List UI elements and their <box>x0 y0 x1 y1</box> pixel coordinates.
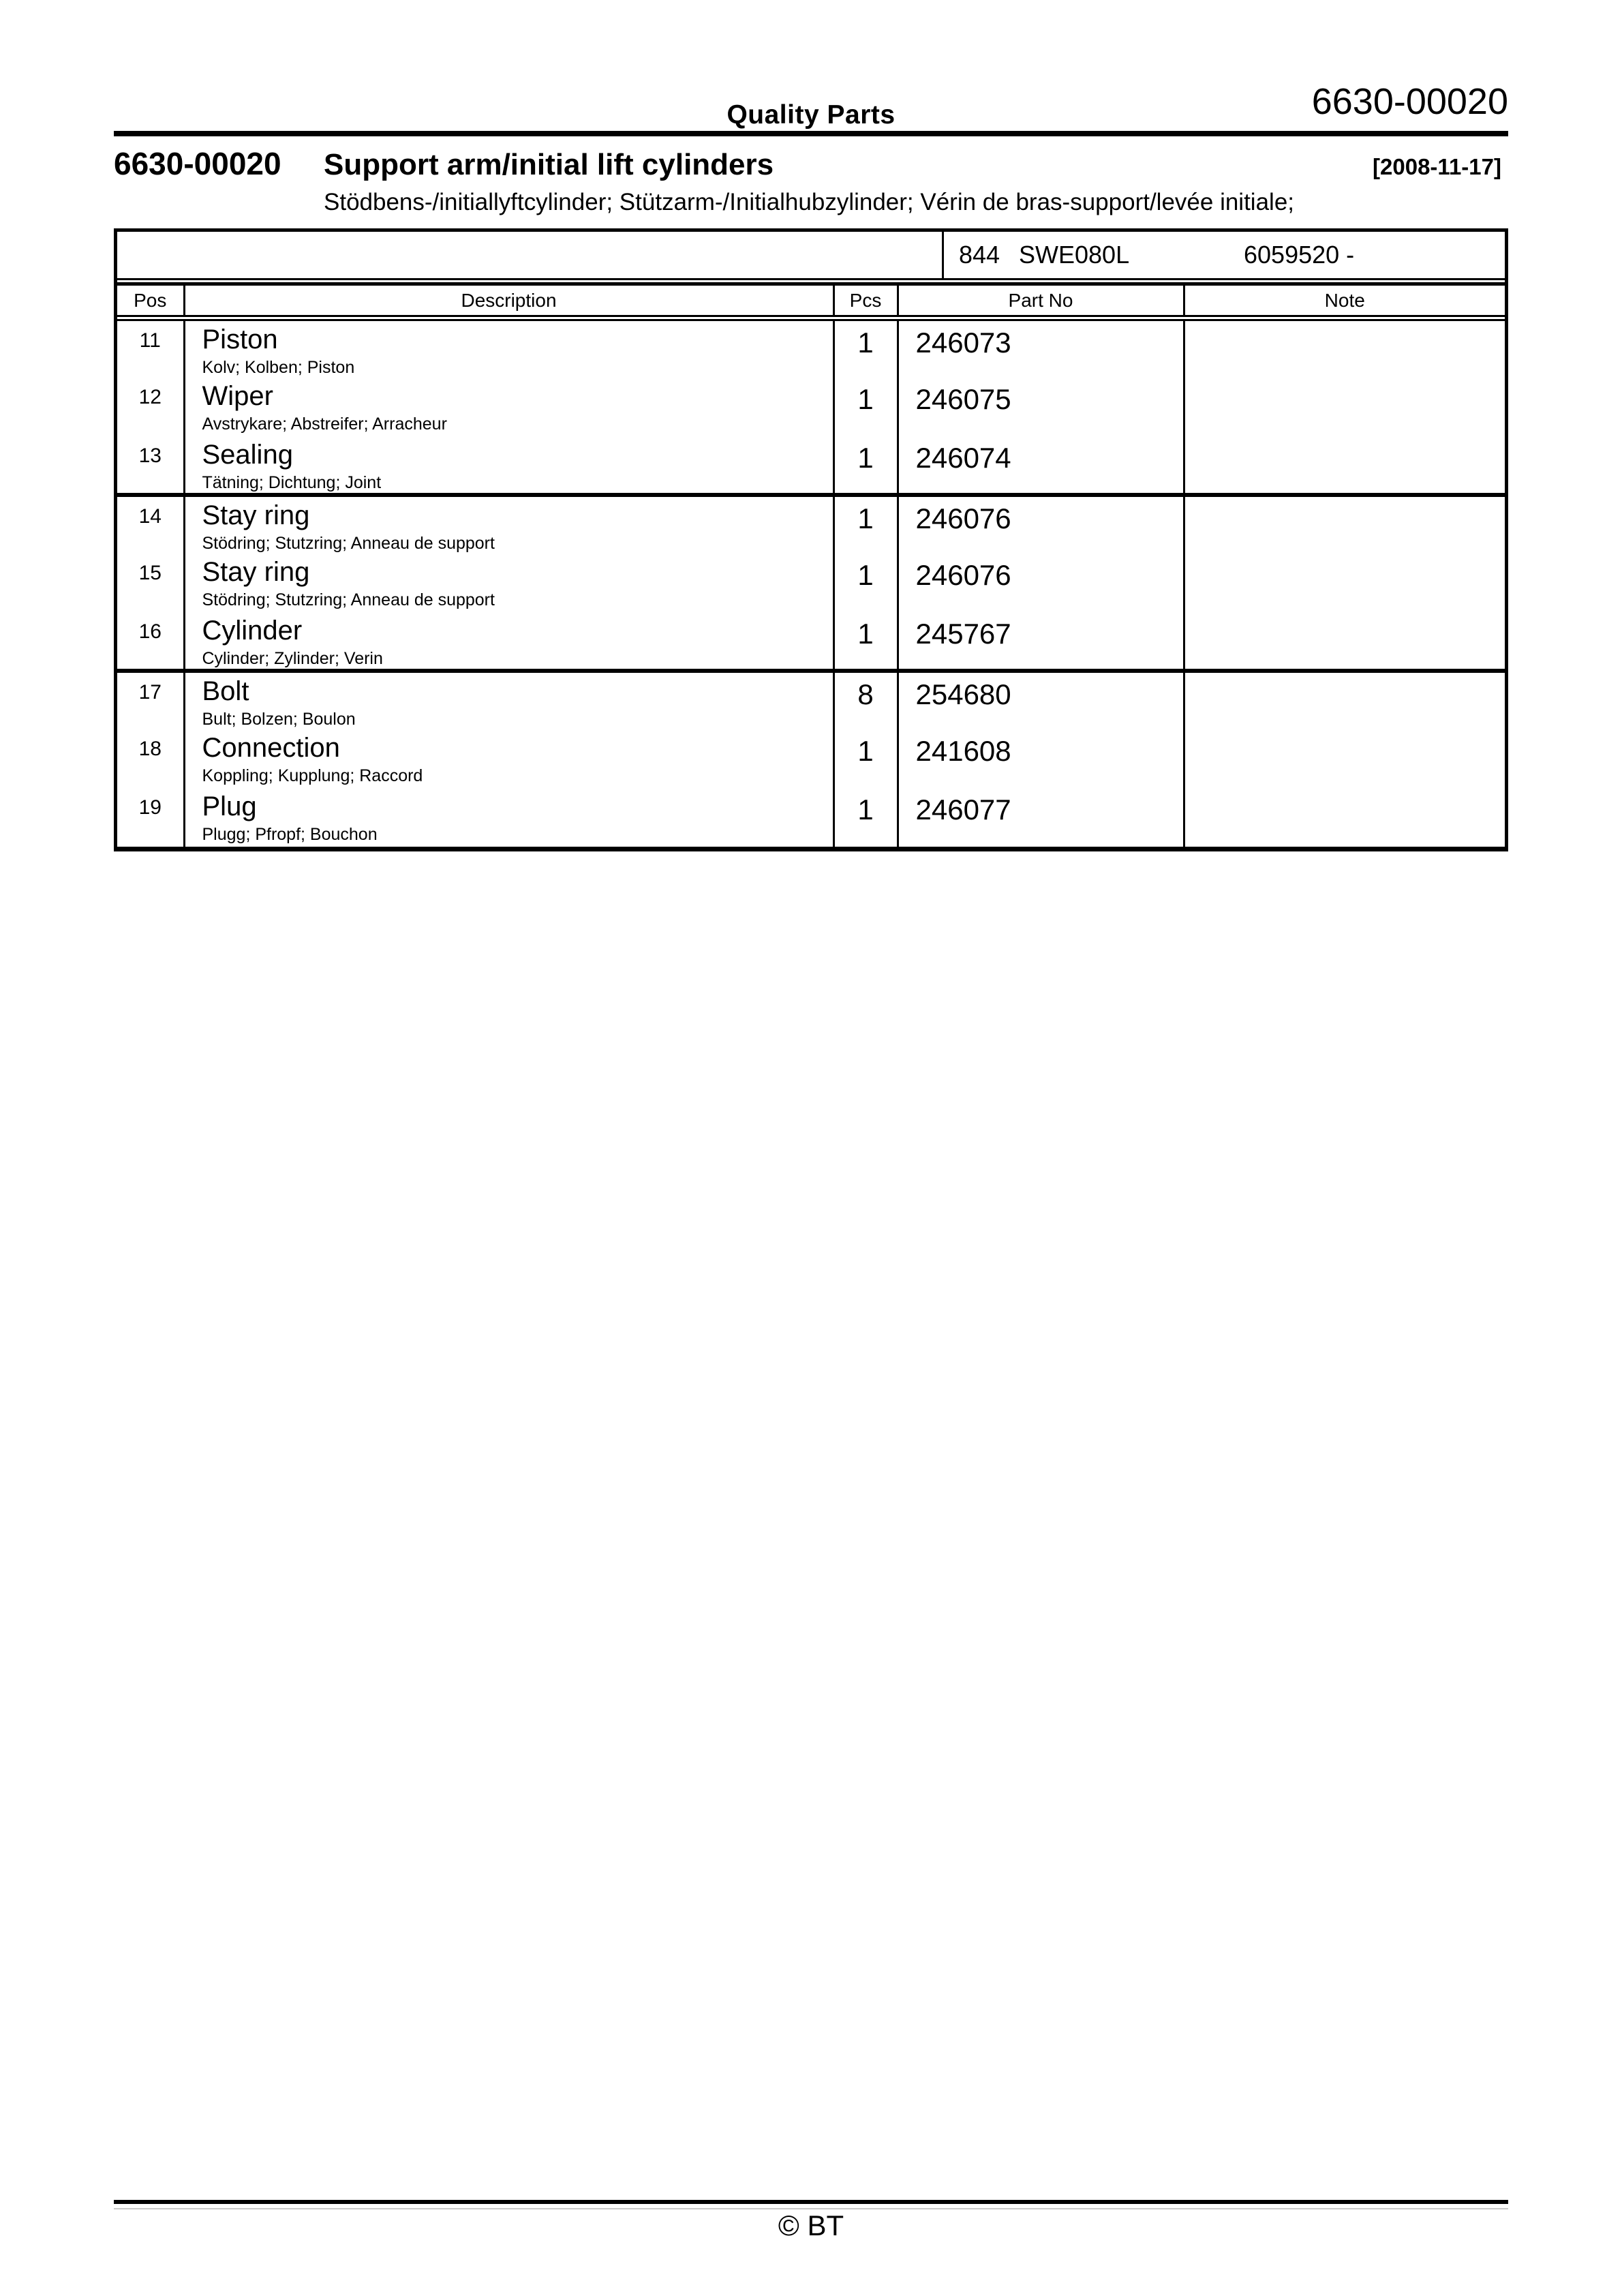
row-pos: 11 <box>139 329 161 352</box>
row-partno: 254680 <box>898 671 1184 729</box>
parts-table <box>114 228 1508 851</box>
page-doc-code: 6630-00020 <box>1311 81 1508 122</box>
row-pos: 17 <box>138 681 162 704</box>
doc-code: 6630-00020 <box>114 146 281 181</box>
row-description: Cylinder <box>202 616 303 646</box>
row-description-translations: Stödring; Stutzring; Anneau de support <box>202 534 495 553</box>
row-description-translations: Kolv; Kolben; Piston <box>202 358 355 377</box>
row-description-translations: Plugg; Pfropf; Bouchon <box>202 825 378 844</box>
table-row <box>117 318 1505 378</box>
row-pcs: 1 <box>833 318 898 378</box>
row-pcs: 8 <box>833 671 898 729</box>
row-description-cell <box>184 318 833 378</box>
row-note <box>1184 436 1505 495</box>
row-pos: 14 <box>138 505 162 528</box>
col-header-partno: Part No <box>898 284 1184 318</box>
row-description: Wiper <box>202 381 273 411</box>
table-row <box>117 671 1505 729</box>
row-note <box>1184 495 1505 554</box>
row-description-cell <box>184 612 833 671</box>
row-pcs: 1 <box>833 729 898 788</box>
row-pcs: 1 <box>833 612 898 671</box>
row-partno: 241608 <box>898 729 1184 788</box>
row-description: Stay ring <box>202 500 310 530</box>
row-pcs: 1 <box>833 788 898 847</box>
row-note <box>1184 318 1505 378</box>
row-description-cell <box>184 671 833 729</box>
row-pcs: 1 <box>833 436 898 495</box>
row-partno: 246077 <box>898 788 1184 847</box>
row-description-cell <box>184 378 833 436</box>
table-header-row <box>117 284 1505 318</box>
row-description-cell <box>184 436 833 495</box>
row-partno: 246076 <box>898 554 1184 612</box>
row-pos: 16 <box>117 612 184 671</box>
row-partno: 246073 <box>898 318 1184 378</box>
serial-range: 6059520 - <box>1244 241 1355 269</box>
row-partno: 245767 <box>898 612 1184 671</box>
col-header-pcs: Pcs <box>833 284 898 318</box>
page-subtitle: Stödbens-/initiallyftcylinder; Stützarm-/Initialhubzylinder; Vérin de bras-support/levée initiale; <box>324 189 1295 215</box>
model-info-empty-cell <box>117 232 944 278</box>
table-row <box>117 436 1505 495</box>
row-description-translations: Koppling; Kupplung; Raccord <box>202 766 423 785</box>
col-header-note: Note <box>1184 284 1505 318</box>
row-description-translations: Tätning; Dichtung; Joint <box>202 473 382 492</box>
row-partno: 246076 <box>898 495 1184 554</box>
row-pos: 13 <box>117 436 184 495</box>
row-pcs: 1 <box>833 554 898 612</box>
row-note <box>1184 729 1505 788</box>
row-partno: 246075 <box>898 378 1184 436</box>
row-description: Bolt <box>202 676 249 706</box>
col-header-pos: Pos <box>117 284 184 318</box>
row-note <box>1184 554 1505 612</box>
table-row <box>117 378 1505 436</box>
row-description: Plug <box>202 791 257 821</box>
header-rule <box>114 131 1508 136</box>
row-description-cell <box>184 788 833 847</box>
row-partno: 246074 <box>898 436 1184 495</box>
row-description-cell <box>184 554 833 612</box>
row-description-translations: Cylinder; Zylinder; Verin <box>202 649 383 668</box>
row-pos: 15 <box>138 562 162 584</box>
row-note <box>1184 378 1505 436</box>
row-description: Sealing <box>202 440 293 470</box>
footer-rule <box>114 2200 1508 2204</box>
row-description: Connection <box>202 733 340 763</box>
model-code: 844 <box>959 241 1000 269</box>
title-row <box>114 145 1508 182</box>
row-description-translations: Stödring; Stutzring; Anneau de support <box>202 590 495 609</box>
table-row <box>117 495 1505 554</box>
table-row <box>117 729 1505 788</box>
col-header-description: Description <box>184 284 833 318</box>
model-name: SWE080L <box>1019 241 1130 269</box>
table-row <box>117 554 1505 612</box>
row-pcs: 1 <box>833 378 898 436</box>
parts-list <box>117 282 1505 847</box>
table-row <box>117 612 1505 671</box>
row-pos: 18 <box>138 738 162 760</box>
model-info-row <box>117 232 1505 280</box>
doc-date: [2008-11-17] <box>1373 154 1501 179</box>
brand-label: Quality Parts <box>726 100 896 130</box>
table-row <box>117 788 1505 847</box>
parts-table-body <box>117 318 1505 847</box>
row-pos: 12 <box>138 386 162 408</box>
row-description: Piston <box>202 324 278 354</box>
row-description-translations: Avstrykare; Abstreifer; Arracheur <box>202 414 447 434</box>
row-description-translations: Bult; Bolzen; Boulon <box>202 710 356 729</box>
row-description: Stay ring <box>202 557 310 587</box>
row-pcs: 1 <box>833 495 898 554</box>
page-title: Support arm/initial lift cylinders <box>324 148 774 181</box>
row-pos: 19 <box>138 796 162 819</box>
row-note <box>1184 612 1505 671</box>
row-note <box>1184 671 1505 729</box>
copyright-label: © BT <box>778 2209 844 2241</box>
row-description-cell <box>184 729 833 788</box>
row-note <box>1184 788 1505 847</box>
row-description-cell <box>184 495 833 554</box>
